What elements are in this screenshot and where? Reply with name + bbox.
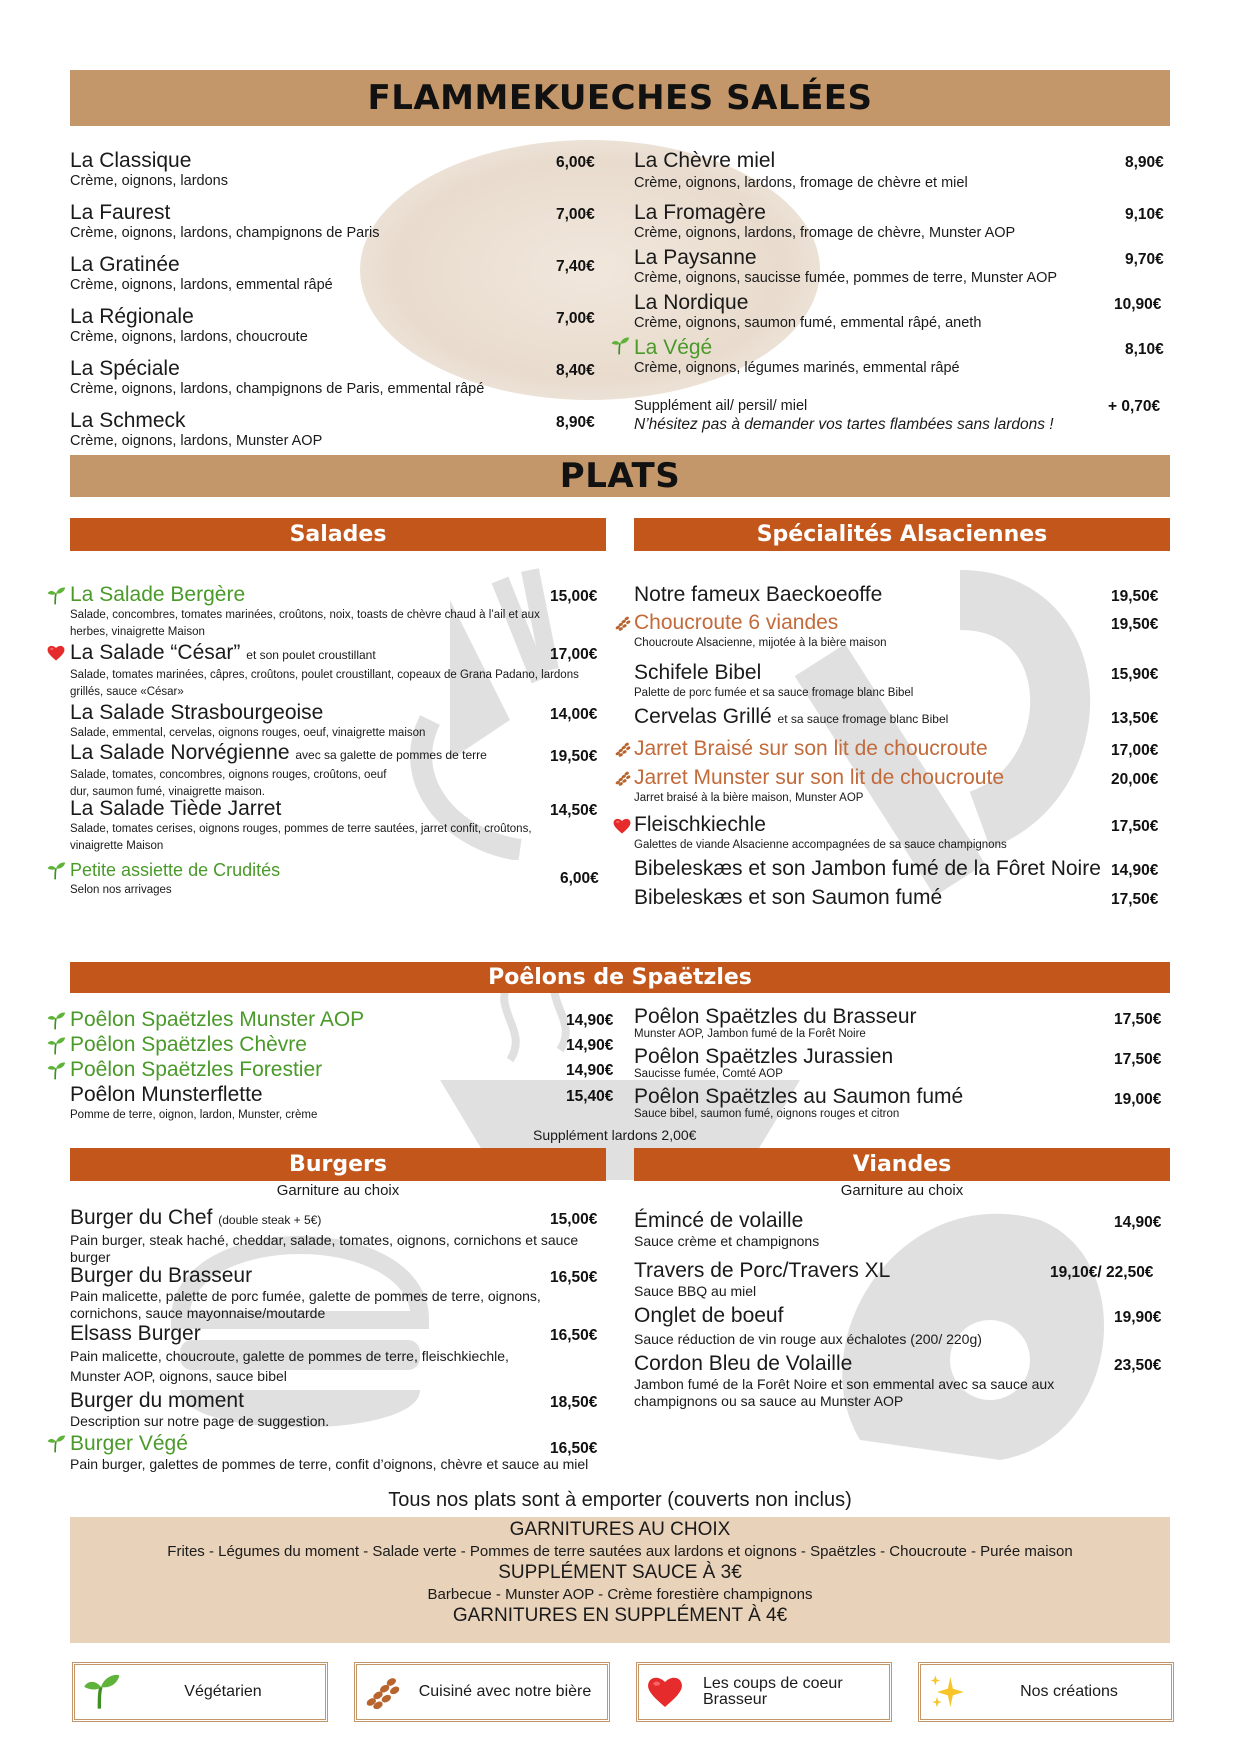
- item-description: Jarret braisé à la bière maison, Munster AOP: [634, 792, 864, 804]
- plats-title: PLATS: [559, 456, 681, 496]
- menu-item: [70, 1008, 364, 1032]
- item-description: Crème, oignons, lardons, champignons de Paris: [70, 225, 380, 241]
- vegetarian-sprout-icon: [46, 861, 66, 881]
- supplement-price: + 0,70€: [1108, 398, 1161, 415]
- menu-item: [634, 246, 1057, 287]
- menu-item: [70, 1083, 317, 1124]
- item-price: 19,10€/ 22,50€: [1050, 1264, 1154, 1281]
- takeaway-note: Tous nos plats sont à emporter (couverts non inclus): [388, 1489, 852, 1511]
- item-description: Crème, oignons, saucisse fumée, pommes de terre, Munster AOP: [634, 270, 1058, 286]
- garnitures-title: GARNITURES AU CHOIX: [509, 1519, 731, 1540]
- item-name: Burger Végé: [70, 1432, 188, 1455]
- menu-item: [634, 201, 1015, 242]
- item-name: Petite assiette de Crudités: [70, 860, 281, 880]
- menu-item: [634, 611, 887, 652]
- item-price: 16,50€: [550, 1269, 598, 1286]
- item-name: Fleischkiechle: [634, 813, 766, 836]
- item-price: 19,90€: [1114, 1309, 1162, 1326]
- item-description: Jambon fumé de la Forêt Noire et son emmental avec sa sauce aux champignons ou sa sauce au Munster AOP: [634, 1376, 1055, 1409]
- specialites-header: [634, 518, 1170, 551]
- menu-item: [70, 1322, 570, 1386]
- item-name: Schifele Bibel: [634, 661, 762, 684]
- menu-item: [634, 1259, 890, 1300]
- item-price: 17,50€: [1114, 1051, 1162, 1068]
- item-description: Sauce bibel, saumon fumé, oignons rouges et citron: [634, 1108, 900, 1120]
- item-description: Palette de porc fumée et sa sauce fromage blanc Bibel: [634, 687, 914, 699]
- item-description: Saucisse fumée, Comté AOP: [634, 1068, 783, 1080]
- item-name: La Chèvre miel: [634, 149, 776, 172]
- plats-header: [70, 455, 1170, 497]
- item-suffix: avec sa galette de pommes de terre: [295, 748, 487, 762]
- item-name: Burger du Brasseur: [70, 1264, 253, 1287]
- item-price: 19,50€: [1111, 616, 1159, 633]
- coup-de-coeur-heart-icon: [46, 643, 66, 663]
- menu-item: [70, 858, 580, 899]
- item-price: 14,90€: [1111, 862, 1159, 879]
- beer-wheat-icon: [614, 614, 632, 632]
- lardons-supplement-note: Supplément lardons 2,00€: [533, 1127, 697, 1143]
- item-description: Choucroute Alsacienne, mijotée à la bière maison: [634, 637, 887, 649]
- menu-item: [70, 253, 333, 294]
- item-price: 17,50€: [1111, 891, 1159, 908]
- menu-item: [634, 886, 942, 910]
- menu-item: [634, 737, 988, 761]
- item-description: Pain malicette, palette de porc fumée, galette de pommes de terre, oignons, cornichons, sauce mayonnaise/moutarde: [70, 1288, 541, 1321]
- item-description: Pain burger, steak haché, cheddar, salade, tomates, oignons, cornichons et sauce burger: [70, 1232, 579, 1265]
- menu-item: [70, 305, 308, 346]
- item-name: La Spéciale: [70, 357, 180, 380]
- item-name: La Paysanne: [634, 246, 757, 269]
- vegetarian-sprout-icon: [610, 336, 630, 356]
- legend-beer: [354, 1662, 610, 1722]
- vegetarian-sprout-icon: [46, 586, 66, 606]
- item-name: Poêlon Spaëtzles au Saumon fumé: [634, 1085, 964, 1108]
- item-price: 14,90€: [1114, 1214, 1162, 1231]
- item-price: 9,70€: [1125, 251, 1164, 268]
- item-name: Cordon Bleu de Volaille: [634, 1352, 853, 1375]
- item-name: Bibeleskæs et son Jambon fumé de la Fôret Noire: [634, 857, 1101, 880]
- salades-title: Salades: [289, 522, 387, 547]
- item-description: Sauce crème et champignons: [634, 1233, 820, 1249]
- beer-wheat-icon: [614, 740, 632, 758]
- legend-creations: [918, 1662, 1174, 1722]
- item-price: 13,50€: [1111, 710, 1159, 727]
- menu-item: [634, 1046, 893, 1081]
- item-description: Crème, oignons, lardons: [70, 173, 228, 189]
- menu-item: [70, 583, 580, 641]
- item-name: Burger du moment: [70, 1389, 244, 1412]
- item-name: La Nordique: [634, 291, 749, 314]
- item-name: Jarret Braisé sur son lit de choucroute: [634, 737, 988, 760]
- item-description: Crème, oignons, lardons, fromage de chèvre et miel: [634, 175, 968, 191]
- legend-label: Nos créations: [1020, 1683, 1118, 1700]
- item-suffix: et sa sauce fromage blanc Bibel: [777, 712, 949, 726]
- item-name: La Salade Norvégienne: [70, 741, 290, 764]
- item-name: La Salade “César”: [70, 641, 241, 664]
- item-price: 7,00€: [556, 310, 595, 327]
- item-description: Pomme de terre, oignon, lardon, Munster, crème: [70, 1109, 318, 1121]
- item-price: 20,00€: [1111, 771, 1159, 788]
- item-description: Crème, oignons, lardons, emmental râpé: [70, 277, 333, 293]
- menu-item: [70, 1432, 630, 1473]
- item-price: 10,90€: [1114, 296, 1162, 313]
- item-name: La Faurest: [70, 201, 171, 224]
- menu-item: [634, 1352, 1094, 1410]
- item-price: 14,90€: [566, 1037, 614, 1054]
- heart-icon: [645, 1672, 685, 1712]
- item-description: Salade, tomates, concombres, oignons rouges, croûtons, oeuf dur, saumon fumé, vinaigrette maison.: [70, 769, 387, 798]
- item-name: Elsass Burger: [70, 1322, 201, 1345]
- item-description: Sauce BBQ au miel: [634, 1283, 757, 1299]
- item-name: La Fromagère: [634, 201, 766, 224]
- sprout-icon: [81, 1672, 121, 1712]
- item-description: Selon nos arrivages: [70, 884, 172, 896]
- item-price: 9,10€: [1125, 206, 1164, 223]
- menu-item: [70, 1058, 322, 1082]
- wheat-icon: [363, 1672, 403, 1712]
- item-description: Crème, oignons, lardons, fromage de chèvre, Munster AOP: [634, 225, 1016, 241]
- item-price: 15,90€: [1111, 666, 1159, 683]
- item-price: 7,00€: [556, 206, 595, 223]
- menu-item: [70, 641, 580, 701]
- item-name: Notre fameux Baeckoeoffe: [634, 583, 883, 606]
- item-name: Poêlon Spaëtzles Chèvre: [70, 1033, 307, 1056]
- menu-item: [634, 857, 1101, 881]
- coup-de-coeur-heart-icon: [612, 816, 632, 836]
- menu-item: [70, 149, 228, 190]
- menu-item: [70, 741, 510, 801]
- item-description: Galettes de viande Alsacienne accompagnées de sa sauce champignons: [634, 839, 1007, 851]
- menu-item: [634, 813, 1007, 854]
- legend-vegetarian: [72, 1662, 328, 1722]
- item-price: 16,50€: [550, 1327, 598, 1344]
- item-price: 18,50€: [550, 1394, 598, 1411]
- item-name: La Classique: [70, 149, 192, 172]
- burgers-subtitle: Garniture au choix: [276, 1182, 400, 1199]
- menu-item: [70, 357, 484, 398]
- item-name: Jarret Munster sur son lit de choucroute: [634, 766, 1005, 789]
- item-price: 6,00€: [560, 870, 599, 887]
- burgers-header: [70, 1148, 606, 1181]
- menu-item: [634, 1006, 917, 1041]
- item-price: 15,00€: [550, 1211, 598, 1228]
- menu-item: [70, 1389, 610, 1430]
- item-suffix: (double steak + 5€): [218, 1213, 322, 1227]
- garnitures-box: [70, 1517, 1170, 1643]
- supplement-note: [634, 398, 1054, 435]
- sauce-list: Barbecue - Munster AOP - Crème forestière champignons: [427, 1586, 813, 1603]
- menu-item: [634, 1209, 819, 1250]
- legend-label: Cuisiné avec notre bière: [418, 1683, 592, 1700]
- item-description: Crème, oignons, lardons, choucroute: [70, 329, 308, 345]
- legend-label: Les coups de coeur Brasseur: [703, 1675, 843, 1708]
- item-price: 14,90€: [566, 1012, 614, 1029]
- item-description: Pain burger, galettes de pommes de terre, confit d’oignons, chèvre et sauce au miel: [70, 1456, 589, 1472]
- item-description: Salade, emmental, cervelas, oignons rouges, oeuf, vinaigrette maison: [70, 727, 426, 739]
- menu-item: [634, 149, 968, 192]
- garnitures-supplement-title: GARNITURES EN SUPPLÉMENT À 4€: [452, 1605, 788, 1626]
- item-price: 14,90€: [566, 1062, 614, 1079]
- item-name: La Gratinée: [70, 253, 180, 276]
- item-description: Crème, oignons, lardons, champignons de Paris, emmental râpé: [70, 381, 485, 397]
- vegetarian-sprout-icon: [46, 1036, 66, 1056]
- sauce-supplement-title: SUPPLÉMENT SAUCE À 3€: [498, 1562, 742, 1583]
- menu-item: [70, 1264, 610, 1322]
- item-name: La Salade Bergère: [70, 583, 246, 606]
- item-name: Émincé de volaille: [634, 1209, 804, 1232]
- item-description: Salade, tomates cerises, oignons rouges, pommes de terre sautées, jarret confit, croûtons, vinaigrette Maison: [70, 823, 532, 852]
- menu-item: [634, 583, 882, 607]
- item-price: 8,10€: [1125, 341, 1164, 358]
- menu-item: [634, 705, 948, 731]
- item-name: Bibeleskæs et son Saumon fumé: [634, 886, 943, 909]
- item-price: 23,50€: [1114, 1357, 1162, 1374]
- item-price: 14,00€: [550, 706, 598, 723]
- spaetzles-header: [70, 962, 1170, 993]
- item-price: 16,50€: [550, 1440, 598, 1457]
- item-name: La Schmeck: [70, 409, 186, 432]
- item-name: La Régionale: [70, 305, 194, 328]
- menu-item: [70, 409, 322, 450]
- item-description: Salade, concombres, tomates marinées, croûtons, noix, toasts de chèvre chaud à l’ail et aux herbes, vinaigrette Maison: [70, 609, 540, 638]
- viandes-title: Viandes: [852, 1152, 952, 1177]
- item-description: Munster AOP, Jambon fumé de la Forêt Noire: [634, 1028, 866, 1040]
- menu-item: [634, 1304, 982, 1348]
- item-price: 17,00€: [550, 646, 598, 663]
- legend-label: Végétarien: [184, 1683, 262, 1700]
- item-name: La Salade Tiède Jarret: [70, 797, 282, 820]
- item-suffix: et son poulet croustillant: [246, 648, 376, 662]
- item-price: 8,40€: [556, 362, 595, 379]
- vegetarian-sprout-icon: [46, 1061, 66, 1081]
- item-description: Crème, oignons, légumes marinés, emmental râpé: [634, 360, 960, 376]
- vegetarian-sprout-icon: [46, 1434, 66, 1454]
- burgers-title: Burgers: [289, 1152, 387, 1177]
- vegetarian-sprout-icon: [46, 1011, 66, 1031]
- specialites-title: Spécialités Alsaciennes: [756, 522, 1048, 547]
- item-description: Pain malicette, choucroute, galette de pommes de terre, fleischkiechle, Munster AOP, oignons, sauce bibel: [70, 1348, 509, 1384]
- item-name: Cervelas Grillé: [634, 705, 772, 728]
- item-name: Poêlon Spaëtzles Munster AOP: [70, 1008, 365, 1031]
- item-name: Poêlon Spaëtzles du Brasseur: [634, 1005, 917, 1028]
- item-price: 17,50€: [1114, 1011, 1162, 1028]
- menu-item: [70, 1206, 610, 1266]
- item-price: 8,90€: [1125, 154, 1164, 171]
- menu-item: [634, 291, 981, 332]
- menu-item: [634, 1086, 963, 1121]
- flammekueches-header: [70, 70, 1170, 126]
- menu-item: [70, 797, 580, 855]
- menu-item: [634, 766, 1004, 807]
- item-name: Travers de Porc/Travers XL: [634, 1259, 891, 1282]
- item-name: Onglet de boeuf: [634, 1304, 784, 1327]
- item-price: 17,00€: [1111, 742, 1159, 759]
- item-name: Poêlon Munsterflette: [70, 1083, 263, 1106]
- sparkles-icon: [927, 1672, 967, 1712]
- item-description: Crème, oignons, saumon fumé, emmental râpé, aneth: [634, 315, 982, 331]
- item-price: 8,90€: [556, 414, 595, 431]
- item-price: 14,50€: [550, 802, 598, 819]
- item-name: Choucroute 6 viandes: [634, 611, 839, 634]
- salades-header: [70, 518, 606, 551]
- beer-wheat-icon: [614, 769, 632, 787]
- item-price: 6,00€: [556, 154, 595, 171]
- no-lardons-note: N’hésitez pas à demander vos tartes flambées sans lardons !: [634, 416, 1054, 433]
- item-description: Description sur notre page de suggestion.: [70, 1413, 330, 1429]
- menu-item: [634, 336, 960, 377]
- viandes-subtitle: Garniture au choix: [840, 1182, 964, 1199]
- item-description: Crème, oignons, lardons, Munster AOP: [70, 433, 323, 449]
- item-price: 15,00€: [550, 588, 598, 605]
- menu-item: [70, 701, 580, 742]
- flammekueches-title: FLAMMEKUECHES SALÉES: [367, 78, 873, 118]
- item-name: La Végé: [634, 336, 713, 359]
- item-price: 7,40€: [556, 258, 595, 275]
- spaetzles-title: Poêlons de Spaëtzles: [488, 965, 752, 990]
- supplement-label: Supplément ail/ persil/ miel: [634, 398, 808, 414]
- legend-coup-de-coeur: [636, 1662, 892, 1722]
- item-price: 15,40€: [566, 1088, 614, 1105]
- item-price: 19,50€: [1111, 588, 1159, 605]
- item-name: Burger du Chef: [70, 1206, 213, 1229]
- viandes-header: [634, 1148, 1170, 1181]
- item-name: Poêlon Spaëtzles Forestier: [70, 1058, 323, 1081]
- item-name: La Salade Strasbourgeoise: [70, 701, 324, 724]
- item-name: Poêlon Spaëtzles Jurassien: [634, 1045, 894, 1068]
- item-price: 19,00€: [1114, 1091, 1162, 1108]
- item-description: Salade, tomates marinées, câpres, croûtons, poulet croustillant, copeaux de Grana Padano, lardons grillés, sauce «César»: [70, 669, 579, 698]
- menu-item: [70, 201, 380, 242]
- item-price: 19,50€: [550, 748, 598, 765]
- item-description: Sauce réduction de vin rouge aux échalotes (200/ 220g): [634, 1331, 982, 1347]
- item-price: 17,50€: [1111, 818, 1159, 835]
- menu-item: [70, 1033, 307, 1057]
- garnitures-list: Frites - Légumes du moment - Salade verte - Pommes de terre sautées aux lardons et oignons - Spaëtzles - Choucroute - Purée maison: [167, 1543, 1073, 1560]
- menu-item: [634, 661, 913, 702]
